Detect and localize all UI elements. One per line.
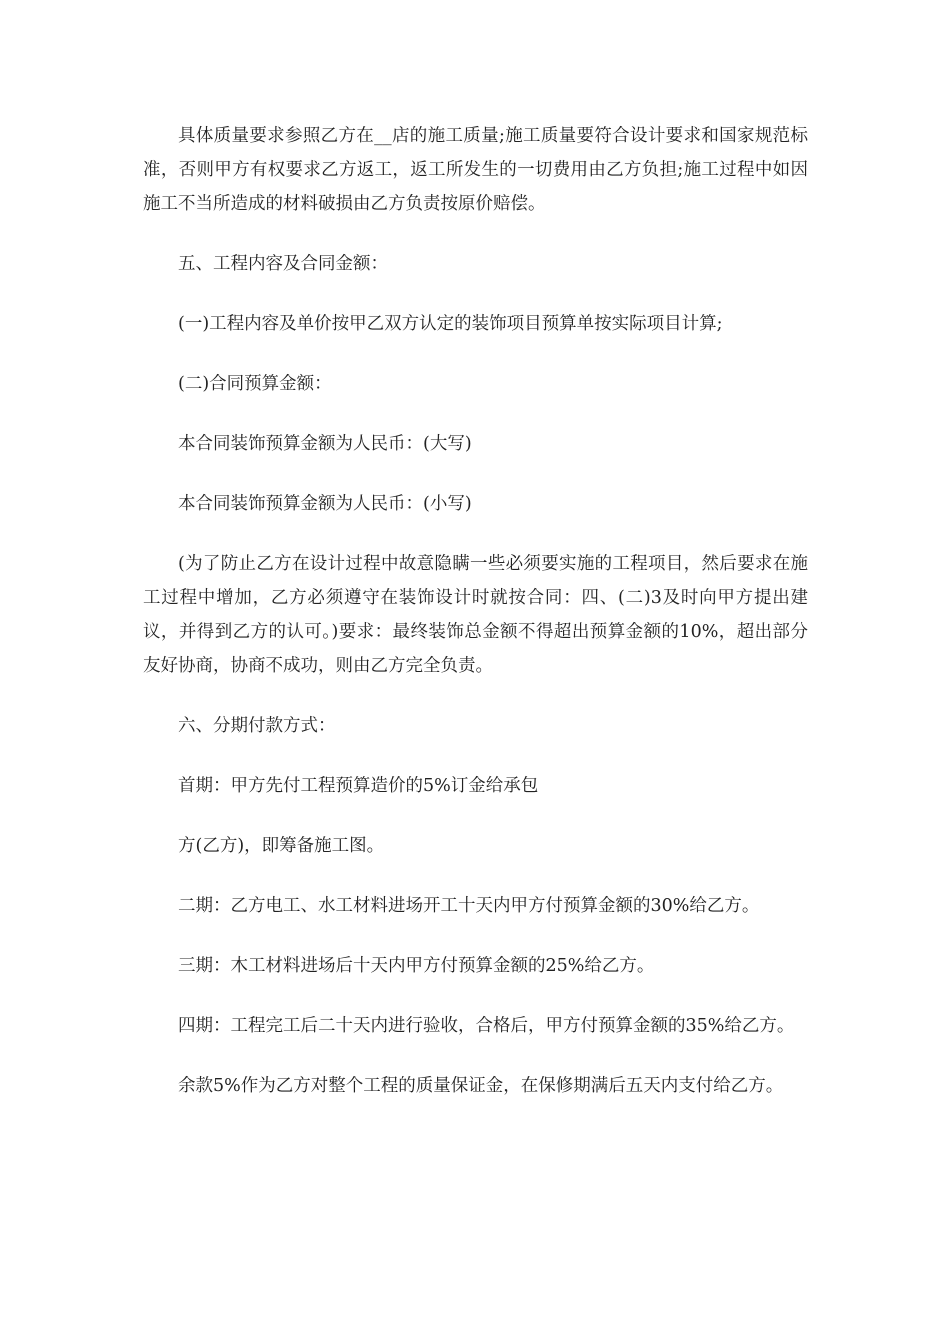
paragraph-fourth-payment: 四期：工程完工后二十天内进行验收，合格后，甲方付预算金额的35%给乙方。 [178,1016,795,1036]
document-body [143,119,808,1129]
section-heading-six: 六、分期付款方式： [178,716,336,736]
paragraph-first-payment-cont: 方(乙方)，即筹备施工图。 [178,836,385,856]
paragraph-retention: 余款5%作为乙方对整个工程的质量保证金，在保修期满后五天内支付给乙方。 [178,1076,784,1096]
paragraph-budget-note: (为了防止乙方在设计过程中故意隐瞒一些必须要实施的工程项目，然后要求在施工过程中增加，乙方必须遵守在装饰设计时就按合同：四、(二)3及时向甲方提出建议，并得到乙方的认可。)要求：最终装饰总金额不得超出预算金额的10%，超出部分友好协商，协商不成功，则由乙方完全负责。 [143,554,808,676]
paragraph-project-content: (一)工程内容及单价按甲乙双方认定的装饰项目预算单按实际项目计算; [178,314,723,334]
paragraph-amount-lowercase: 本合同装饰预算金额为人民币：(小写) [178,494,472,514]
paragraph-third-payment: 三期：木工材料进场后十天内甲方付预算金额的25%给乙方。 [178,956,655,976]
paragraph-budget-heading: (二)合同预算金额： [178,374,332,394]
paragraph-first-payment: 首期：甲方先付工程预算造价的5%订金给承包 [178,776,539,796]
paragraph-amount-uppercase: 本合同装饰预算金额为人民币：(大写) [178,434,472,454]
paragraph-quality-requirements: 具体质量要求参照乙方在__店的施工质量;施工质量要符合设计要求和国家规范标准，否则甲方有权要求乙方返工，返工所发生的一切费用由乙方负担;施工过程中如因施工不当所造成的材料破损由乙方负责按原价赔偿。 [143,126,808,214]
section-heading-five: 五、工程内容及合同金额： [178,254,388,274]
paragraph-second-payment: 二期：乙方电工、水工材料进场开工十天内甲方付预算金额的30%给乙方。 [178,896,760,916]
